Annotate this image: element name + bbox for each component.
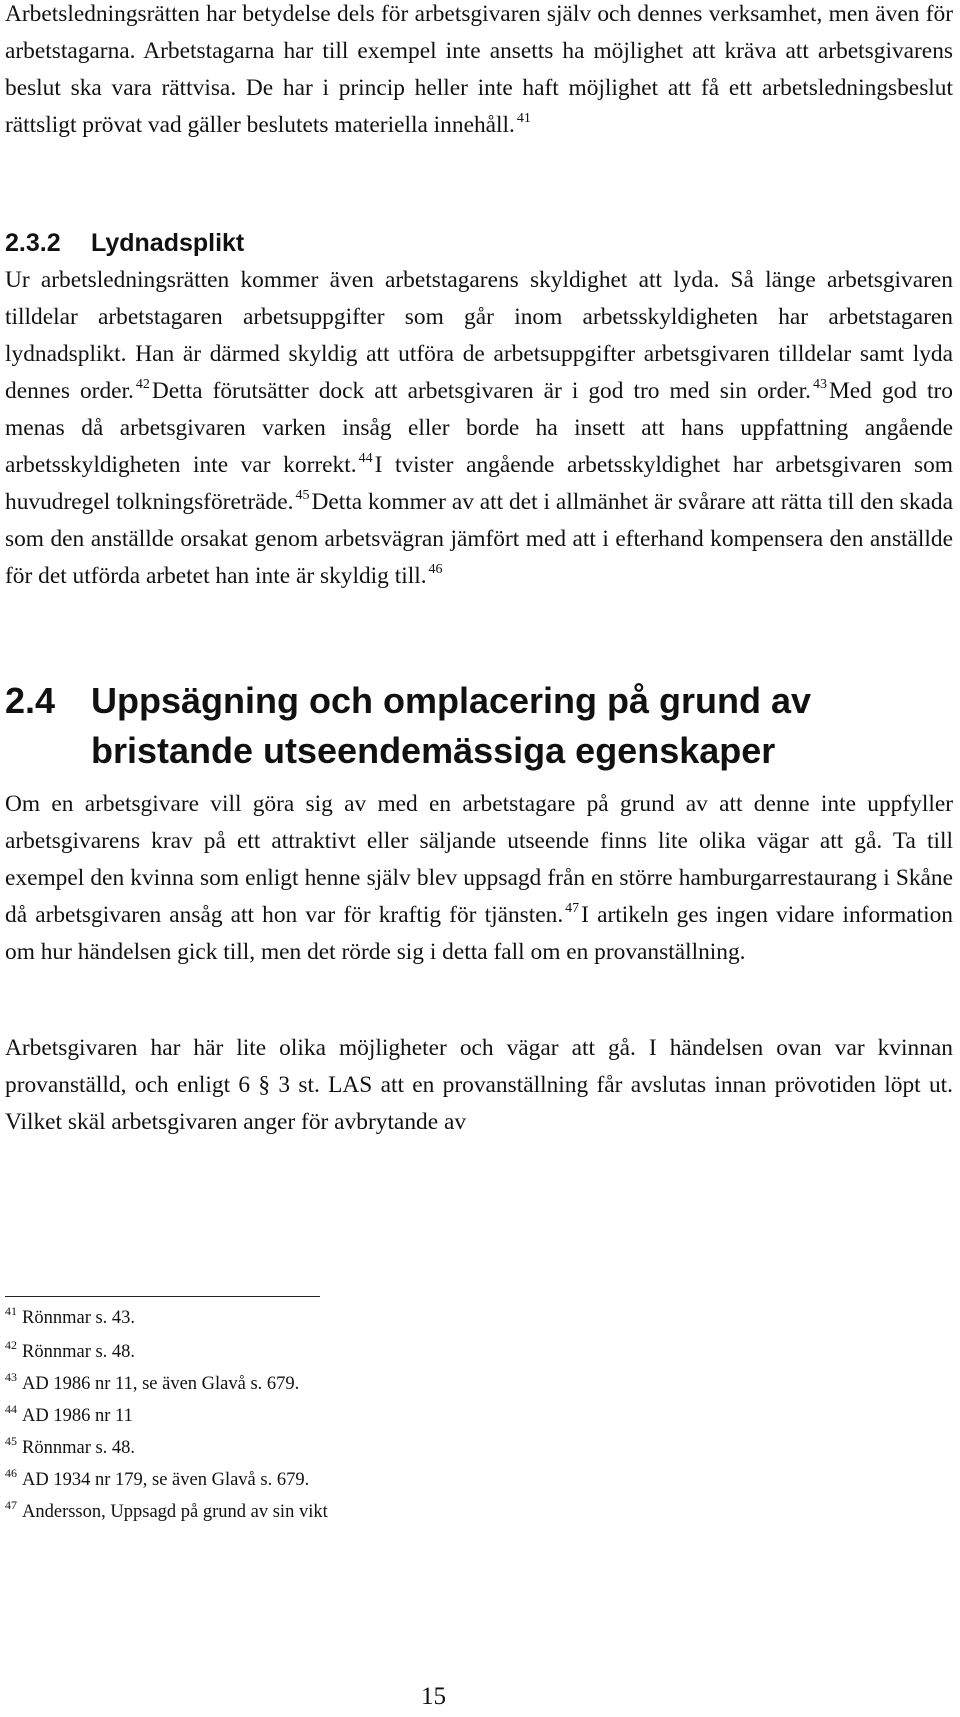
footnote-ref[interactable]: 47 — [565, 901, 580, 916]
footnote-45 — [5, 1436, 135, 1461]
paragraph-sentence: Ur arbetsledningsrätten kommer även arbetstagarens skyldighet att lyda. Så länge arbetsgivaren tilldelar arbetstagaren arbetsuppgifter som går inom arbetsskyldigheten har arbetstagaren lydnadsplikt. Han är därmed skyldig att utföra de arbetsuppgifter arbetsgivaren tilldelar samt lyda dennes order. — [5, 267, 953, 404]
footnote-number: 46 — [5, 1466, 17, 1480]
footnote-text: Rönnmar s. 48. — [22, 1342, 136, 1362]
footnote-text: Rönnmar s. 48. — [22, 1438, 136, 1458]
footnote-text: Andersson, Uppsagd på grund av sin vikt — [22, 1502, 328, 1522]
footnote-separator — [5, 1296, 320, 1297]
footnote-number: 44 — [5, 1402, 17, 1416]
paragraph-arbetsledningsratten — [5, 0, 953, 144]
footnote-ref[interactable]: 42 — [135, 377, 150, 392]
footnote-number: 43 — [5, 1370, 17, 1384]
section-heading-2-4 — [5, 676, 911, 776]
page-number: 15 — [421, 1683, 446, 1710]
footnote-44 — [5, 1404, 133, 1429]
footnote-42 — [5, 1340, 135, 1365]
footnote-text: AD 1934 nr 179, se även Glavå s. 679. — [22, 1470, 310, 1490]
footnote-number: 42 — [5, 1338, 17, 1352]
footnote-number: 41 — [5, 1304, 17, 1318]
paragraph-text: Arbetsgivaren har här lite olika möjligheter och vägar att gå. I händelsen ovan var kvinnan provanställd, och enligt 6 § 3 st. LAS att en provanställning får avslutas innan prövotiden löpt ut. Vilket skäl arbetsgivaren anger för avbrytande av — [5, 1035, 953, 1135]
footnote-number: 47 — [5, 1498, 17, 1512]
footnote-43 — [5, 1372, 299, 1397]
section-heading-2-3-2 — [5, 228, 244, 258]
section-number: 2.4 — [5, 680, 56, 721]
footnote-ref[interactable]: 43 — [813, 377, 827, 392]
paragraph-sentence: Om en arbetsgivare vill göra sig av med en arbetstagare på grund av att denne inte uppfyller arbetsgivarens krav på ett attraktivt eller säljande utseende finns lite olika vägar att gå. Ta till exempel den kvinna som enligt henne själv blev uppsagd från en större hamburgarrestaurang i Skåne då arbetsgivaren ansåg att hon var för kraftig för tjänsten. — [5, 791, 953, 928]
footnote-text: AD 1986 nr 11, se även Glavå s. 679. — [22, 1374, 300, 1394]
paragraph-uppsagning — [5, 786, 953, 971]
footnote-ref[interactable]: 41 — [516, 111, 531, 126]
paragraph-sentence: Detta förutsätter dock att arbetsgivaren är i god tro med sin order. — [151, 378, 811, 404]
paragraph-arbetsgivaren — [5, 1030, 953, 1141]
paragraph-sentence: Med god tro menas då arbetsgivaren varken insåg eller borde ha insett att hans uppfattning angående arbetsskyldigheten inte var korrekt. — [5, 378, 953, 478]
footnote-46 — [5, 1468, 309, 1493]
paragraph-sentence: Detta kommer av att det i allmänhet är svårare att rätta till den skada som den anställde orsakat genom arbetsvägran jämfört med att i efterhand kompensera den anställde för det utförda arbetet han inte är skyldig till. — [5, 489, 953, 589]
paragraph-sentence: I artikeln ges ingen vidare information om hur händelsen gick till, men det rörde sig i detta fall om en provanställning. — [5, 902, 953, 965]
footnote-47 — [5, 1500, 328, 1525]
footnote-41 — [5, 1306, 135, 1331]
section-title: Lydnadsplikt — [91, 229, 245, 257]
paragraph-text: Arbetsledningsrätten har betydelse dels för arbetsgivaren själv och dennes verksamhet, men även för arbetstagarna. Arbetstagarna har till exempel inte ansetts ha möjlighet att kräva att arbetsgivarens beslut ska vara rättvisa. De har i princip heller inte haft möjlighet att få ett arbetsledningsbeslut rättsligt prövat vad gäller beslutets materiella innehåll. — [5, 1, 953, 138]
footnote-ref[interactable]: 44 — [358, 451, 373, 466]
footnote-text: Rönnmar s. 43. — [22, 1308, 136, 1328]
footnote-ref[interactable]: 45 — [295, 488, 310, 503]
paragraph-sentence: I tvister angående arbetsskyldighet har arbetsgivaren som huvudregel tolkningsföreträde. — [5, 452, 953, 515]
footnote-ref[interactable]: 46 — [428, 562, 443, 577]
section-title: Uppsägning och omplacering på grund av bristande utseendemässiga egenskaper — [91, 680, 812, 771]
footnote-text: AD 1986 nr 11 — [22, 1406, 133, 1426]
section-number: 2.3.2 — [5, 229, 61, 257]
paragraph-lydnadsplikt — [5, 262, 953, 595]
footnote-number: 45 — [5, 1434, 17, 1448]
